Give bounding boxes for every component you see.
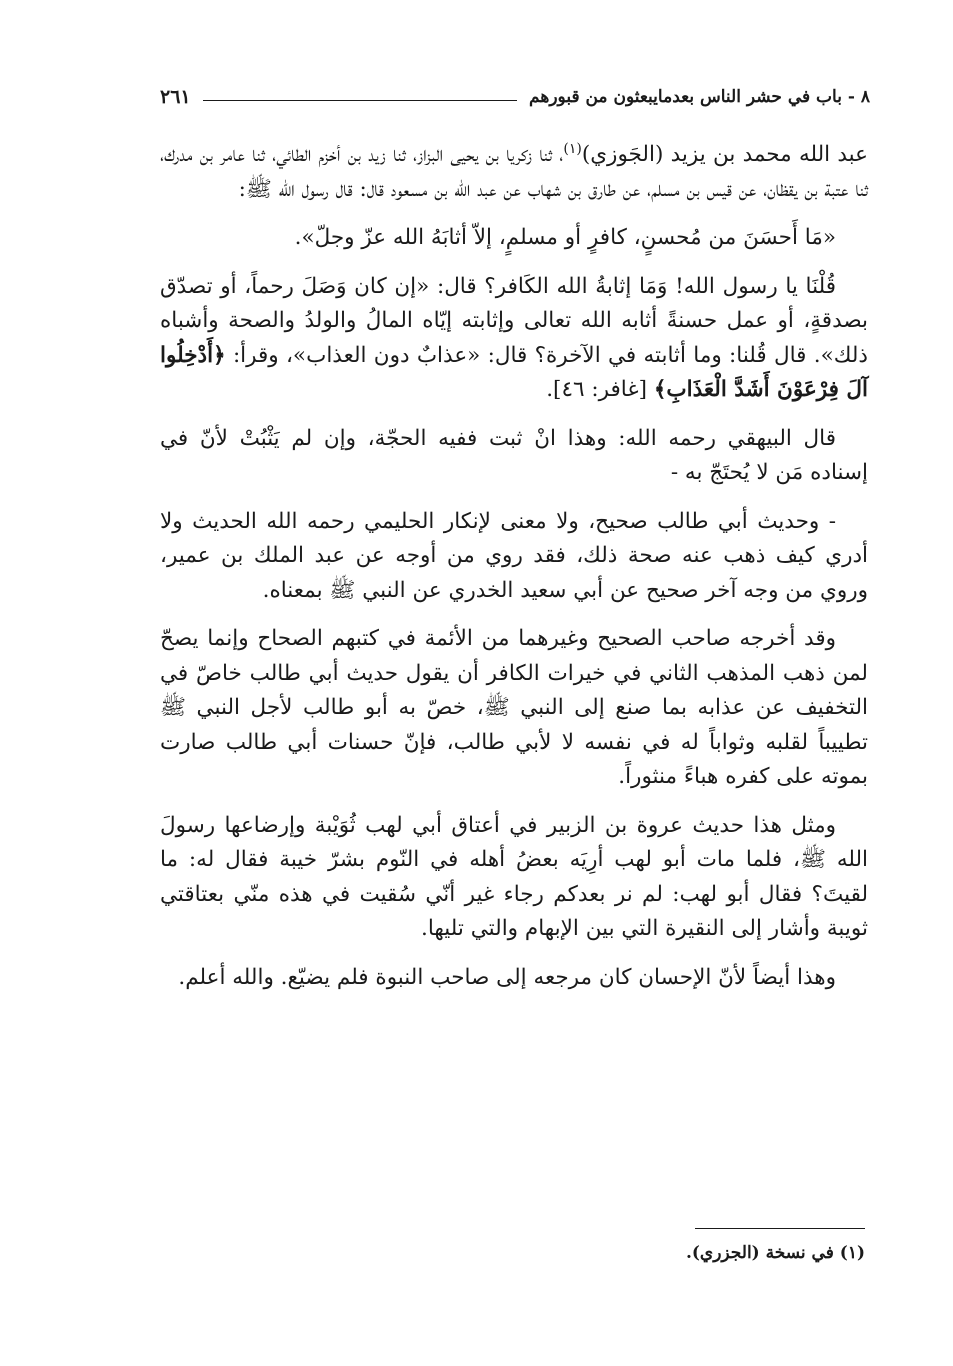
isnad-text-start: عبد الله محمد بن يزيد (الجَوزي) (581, 142, 868, 167)
question-text: قُلْنَا يا رسول الله! وَمَا إثابةُ الله الكَافر؟ قال: «إن كان وَصَلَ رحماً، أو تصدّق بصدقةٍ، أو عمل حسنةً أثابه الله تعالى وإثابته إيّاه المالُ والولدُ والصحة وأشباه ذلك». قال قُلنا: وما أثابته في الآخرة؟ قال: «عذابٌ دون العذاب»، وقرأ: (160, 273, 868, 368)
paragraph-sahih: وقد أخرجه صاحب الصحيح وغيرهما من الأئمة في كتبهم الصحاح وإنما يصحّ لمن ذهب المذهب الثاني في خيرات الكافر أن يقول حديث أبي طالب خاصّ في التخفيف عن عذابه بما صنع إلى النبي ﷺ، خصّ به أبو طالب لأجل النبي ﷺ تطييباً لقلبه وثواباً له في نفسه لا لأبي طالب، فإنّ حسنات أبي طالب صارت بموته على كفره هباءً منثوراً. (160, 626, 868, 789)
chapter-title: ٨ - باب في حشر الناس بعدمايبعثون من قبورهم (529, 87, 870, 107)
paragraph-abu-talib-hadith: - وحديث أبي طالب صحيح، ولا معنى لإنكار الحليمي رحمه الله الحديث ولا أدري كيف ذهب عنه صحة ذلك، فقد روي من أوجه عن عبد الملك بن عمير، وروي من وجه آخر صحيح عن أبي سعيد الخدري عن النبي ﷺ بمعناه. (160, 508, 868, 603)
paragraph-hadith: «مَا أَحسَنَ من مُحسنٍ، كافرٍ أو مسلمٍ، إلاّ أثابَهُ الله عزّ وجلّ». (294, 225, 836, 250)
footnote-separator (695, 1228, 865, 1229)
paragraph-conclusion: وهذا أيضاً لأنّ الإحسان كان مرجعه إلى صاحب النبوة فلم يضيّع. والله أعلم. (178, 964, 836, 990)
footnote: (١) في نسخة (الجزري). (685, 1243, 865, 1263)
paragraph-bayhaqi: قال البيهقي رحمه الله: وهذا انْ ثبت ففيه الحجّة، وإن لم يَثْبُتْ لأنّ في إسناده مَن لا يُحتَجّ به - (160, 425, 868, 485)
paragraph-question (160, 270, 868, 408)
paragraph-abu-lahab: ومثل هذا حديث عروة بن الزبير في أعتاق أبي لهب ثُوَيْبة وإرضاعها رسولَ الله ﷺ، فلما مات أبو لهب أرِيَه بعضُ أهله في النّوم بشرّ خيبة فقال له: ما لقيتَ؟ فقال أبو لهب: لم نر بعدكم رجاء غير أنّي سُقيت في هذه منّي بعتاقتي ثويبة وأشار إلى النقيرة التي بين الإبهام والتي تليها. (160, 812, 868, 941)
isnad-text-end: ، ثنا زكريا بن يحيى البزاز، ثنا زيد بن أخزم الطائي، ثنا عامر بن مدرك، ثنا عتبة بن يقظان، عن قيس بن مسلم، عن طارق بن شهاب عن عبد الله بن مسعود قال: قال رسول الله ﷺ: (160, 142, 868, 202)
page-number: ٢٦١ (160, 86, 191, 108)
paragraph-isnad (160, 138, 868, 207)
running-header (160, 80, 870, 114)
quran-reference: [غافر: ٤٦]. (546, 377, 654, 402)
header-rule (203, 100, 517, 101)
footnote-reference: (١) (563, 140, 582, 157)
quran-verse: ﴿أَدْخِلُوا آلَ فِرْعَوْنَ أَشَدَّ الْعَذَابِ﴾ (160, 342, 868, 402)
main-text (160, 138, 868, 1009)
